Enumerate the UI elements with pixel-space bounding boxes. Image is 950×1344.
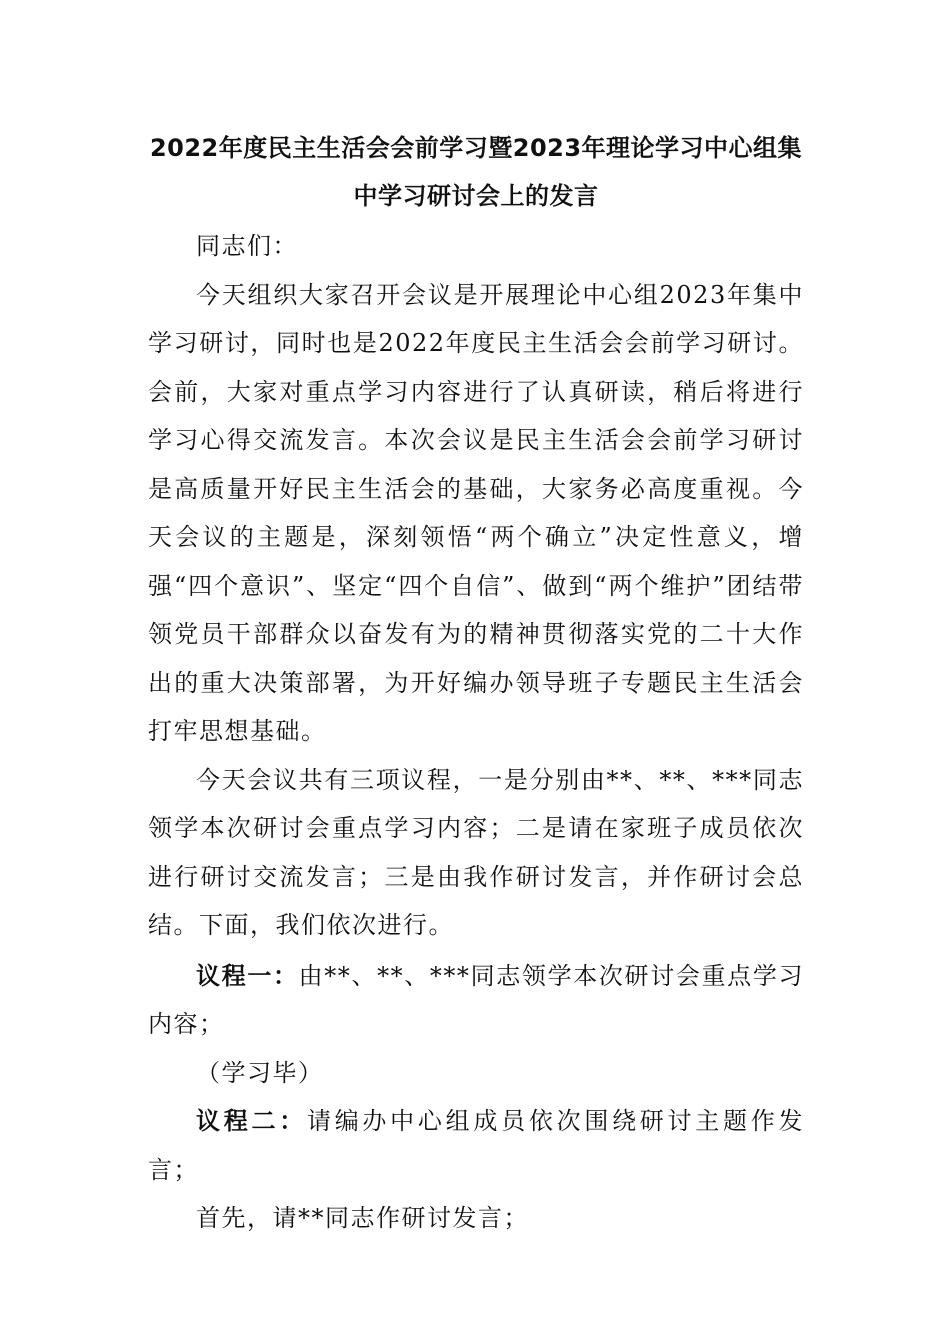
- agenda-1-text: 由**、**、***同志领学本次研讨会重点学习内容；: [148, 961, 805, 1038]
- agenda-2-label: 议程二：: [196, 1107, 307, 1135]
- agenda-item-1: [148, 952, 804, 1049]
- document-page: [148, 124, 804, 1243]
- salutation: 同志们：: [196, 232, 298, 260]
- title-line-2: 中学习研讨会上的发言: [353, 182, 599, 210]
- paragraph-agenda-overview: 今天会议共有三项议程，一是分别由**、**、***同志领学本次研讨会重点学习内容；二是请在家班子成员依次进行研讨交流发言；三是由我作研讨发言，并作研讨会总结。下面，我们依次进行。: [148, 765, 804, 939]
- agenda-item-2: [148, 1097, 804, 1194]
- agenda-note: （学习毕）: [196, 1058, 324, 1087]
- title-line-1: 2022年度民主生活会会前学习暨2023年理论学习中心组集: [149, 134, 803, 162]
- agenda-1-label: 议程一：: [196, 961, 299, 990]
- document-title: [148, 124, 804, 220]
- agenda-2-text: 请编办中心组成员依次围绕研讨主题作发言；: [148, 1107, 804, 1184]
- paragraph-first-speaker: 首先，请**同志作研讨发言；: [196, 1204, 529, 1232]
- paragraph-opening: 今天组织大家召开会议是开展理论中心组2023年集中学习研讨，同时也是2022年度民主生活会会前学习研讨。会前，大家对重点学习内容进行了认真研读，稍后将进行学习心得交流发言。本次会议是民主生活会会前学习研讨是高质量开好民主生活会的基础，大家务必高度重视。今天会议的主题是，深刻领悟“两个确立”决定性意义，增强“四个意识”、坚定“四个自信”、做到“两个维护”团结带领党员干部群众以奋发有为的精神贯彻落实党的二十大作出的重大决策部署，为开好编办领导班子专题民主生活会打牢思想基础。: [148, 280, 804, 745]
